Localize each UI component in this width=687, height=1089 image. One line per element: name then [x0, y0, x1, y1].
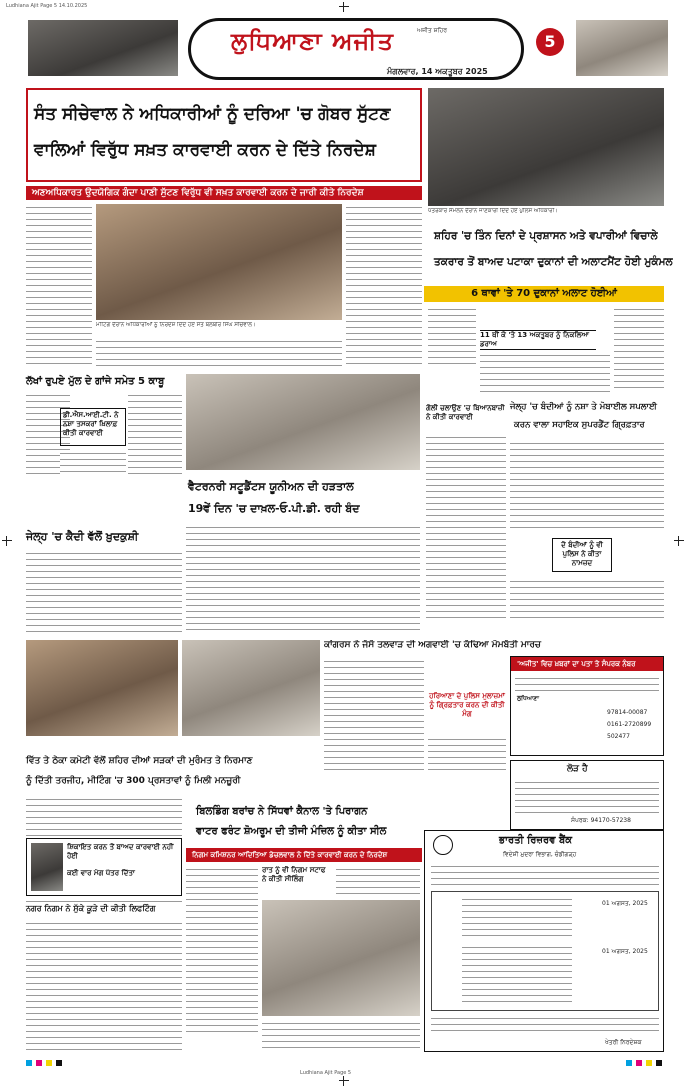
- lead-body-left: [26, 204, 92, 366]
- lead-body-mid: [96, 338, 342, 366]
- page-number: 5: [536, 28, 564, 56]
- masthead-subtitle: ਅਜੀਤ ਸ਼ਹਿਰ: [417, 27, 447, 34]
- building-headline-2: ਵਾਟਰ ਫਰੰਟ ਸ਼ੋਅਰੂਮ ਦੀ ਤੀਜੀ ਮੰਜ਼ਿਲ ਨੂੰ ਕੀਤਾ ਸੀਲ: [196, 826, 387, 837]
- notice-ad: [510, 760, 664, 830]
- ajit-contact-title: 'ਅਜੀਤ' ਵਿਚ ਖ਼ਬਰਾਂ ਦਾ ਪਤਾ ਤੇ ਸੰਪਰਕ ਨੰਬਰ: [511, 657, 663, 671]
- left-box-line-2: ਕਈ ਵਾਰ ਮੰਗ ਪੱਤਰ ਦਿੱਤਾ: [67, 869, 135, 877]
- rbi-signature: ਖੇਤਰੀ ਨਿਰਦੇਸ਼ਕ: [605, 1039, 642, 1046]
- jail-mobile-body-2: [510, 578, 664, 618]
- police-yellow-strap: 6 ਥਾਵਾਂ 'ਤੇ 70 ਦੁਕਾਨਾਂ ਅਲਾਟ ਹੋਈਆਂ: [424, 286, 664, 302]
- bomb-body: [426, 434, 506, 618]
- rbi-body-1: [431, 863, 659, 887]
- rbi-table: [431, 891, 659, 1011]
- building-showroom-photo: [262, 900, 420, 1016]
- left-box: [26, 838, 182, 896]
- police-press-photo: [428, 88, 664, 206]
- haryana-inset: ਹਰਿਆਣਾ ਦੇ ਪੁਲਿਸ ਮੁਲਾਜ਼ਮਾਂ ਨੂੰ ਗ੍ਰਿਫ਼ਤਾਰ ਕਰਨ ਦੀ ਕੀਤੀ ਮੰਗ: [429, 692, 505, 718]
- building-body-1: [186, 866, 258, 1034]
- swatch-magenta-2: [636, 1060, 642, 1066]
- congress-body-1: [324, 658, 424, 770]
- masthead-title: ਲੁਧਿਆਣਾ ਅਜੀਤ: [231, 27, 394, 55]
- jail-mobile-headline-1: ਜੇਲ੍ਹ 'ਚ ਬੰਦੀਆਂ ਨੂੰ ਨਸ਼ਾ ਤੇ ਮੋਬਾਈਲ ਸਪਲਾਈ: [510, 402, 657, 412]
- registration-mark-bottom: [339, 1076, 349, 1086]
- swatch-yellow: [46, 1060, 52, 1066]
- jail-suicide-body: [26, 550, 182, 632]
- swatch-black-2: [656, 1060, 662, 1066]
- masthead-statue-image: [28, 20, 178, 76]
- ajit-contact-box: [510, 656, 664, 756]
- swatch-cyan: [26, 1060, 32, 1066]
- lead-headline-2: ਵਾਲਿਆਂ ਵਿਰੁੱਧ ਸਖ਼ਤ ਕਾਰਵਾਈ ਕਰਨ ਦੇ ਦਿੱਤੇ ਨਿਰਦੇਸ਼: [34, 140, 376, 160]
- building-inset: ਰਾਤ ਨੂੰ ਵੀ ਨਿਗਮ ਸਟਾਫ ਨੇ ਕੀਤੀ ਸੀਲਿੰਗ: [262, 866, 326, 883]
- rbi-body-2: [431, 1015, 659, 1033]
- left-box-portrait: [31, 843, 63, 891]
- masthead-date: ਮੰਗਲਵਾਰ, 14 ਅਕਤੂਬਰ 2025: [387, 67, 488, 76]
- lead-strap: ਅਣਅਧਿਕਾਰਤ ਉਦਯੋਗਿਕ ਗੰਦਾ ਪਾਣੀ ਸੁੱਟਣ ਵਿਰੁੱਧ ਵੀ ਸਖ਼ਤ ਕਾਰਵਾਈ ਕਰਨ ਦੇ ਜਾਰੀ ਕੀਤੇ ਨਿਰਦੇਸ਼: [26, 186, 422, 200]
- lead-headline-box: [26, 88, 422, 182]
- masthead-clocktower-image: [576, 20, 668, 76]
- ajit-contact-text: [515, 675, 659, 691]
- ajit-contact-city: ਲੁਧਿਆਣਾ: [517, 695, 539, 702]
- swatch-cyan-2: [626, 1060, 632, 1066]
- building-body-2: [336, 866, 420, 896]
- drugs-body-3: [60, 450, 126, 474]
- notice-title: ਲੋੜ ਹੈ: [567, 764, 588, 774]
- vet-body: [186, 524, 420, 632]
- finance-headline-1: ਵਿੱਤ ਤੇ ਠੇਕਾ ਕਮੇਟੀ ਵੱਲੋਂ ਸ਼ਹਿਰ ਦੀਆਂ ਸੜਕਾਂ ਦੀ ਮੁਰੰਮਤ ਤੇ ਨਿਰਮਾਣ: [26, 756, 253, 766]
- police-photo-caption: ਪੱਤਰਕਾਰ ਸੰਮੇਲਨ ਦੌਰਾਨ ਜਾਣਕਾਰੀ ਦਿੰਦੇ ਹੋਏ ਪੁਲਿਸ ਅਧਿਕਾਰੀ।: [428, 208, 558, 214]
- notice-text: [515, 779, 659, 813]
- rbi-date-1: 01 ਅਗਸਤ, 2025: [602, 900, 648, 907]
- notice-phone: ਸੰਪਰਕ: 94170-57238: [571, 817, 631, 824]
- drugs-body-2: [128, 392, 182, 474]
- registration-mark-right: [674, 536, 684, 546]
- jail-mobile-headline-2: ਕਰਨ ਵਾਲਾ ਸਹਾਇਕ ਸੁਪਰਡੈਂਟ ਗ੍ਰਿਫ਼ਤਾਰ: [514, 420, 645, 430]
- ajit-contact-phone-1: 97814-00087: [607, 709, 648, 716]
- registration-mark-top: [339, 2, 349, 12]
- bomb-inset: ਗੋਲੀ ਚਲਾਉਣ 'ਚ ਬਿਆਨਬਾਜ਼ੀ ਨੇ ਕੀਤੀ ਕਾਰਵਾਈ: [426, 404, 505, 421]
- color-registration-bar: [26, 1060, 666, 1068]
- vet-headline-1: ਵੈਟਰਨਰੀ ਸਟੂਡੈਂਟਸ ਯੂਨੀਅਨ ਦੀ ਹੜਤਾਲ: [188, 480, 354, 493]
- swatch-yellow-2: [646, 1060, 652, 1066]
- jail-suicide-headline: ਜੇਲ੍ਹ 'ਚ ਕੈਦੀ ਵੱਲੋਂ ਖ਼ੁਦਕੁਸ਼ੀ: [26, 530, 139, 543]
- ajit-contact-phone-3: 502477: [607, 733, 630, 740]
- lead-meeting-photo: [96, 204, 342, 320]
- ajit-contact-phone-2: 0161-2720899: [607, 721, 652, 728]
- jail-mobile-body-1: [510, 440, 664, 528]
- finance-headline-2: ਨੂੰ ਦਿੱਤੀ ਤਰਜੀਹ, ਮੀਟਿੰਗ 'ਚ 300 ਪ੍ਰਸਤਾਵਾਂ ਨੂੰ ਮਿਲੀ ਮਨਜ਼ੂਰੀ: [26, 776, 241, 786]
- bottom-info: Ludhiana Ajit Page 5: [300, 1070, 352, 1076]
- congress-body-2: [428, 736, 506, 770]
- building-headline-1: ਬਿਲਡਿੰਗ ਬਰਾਂਚ ਨੇ ਸਿੱਧਵਾਂ ਕੈਨਾਲ 'ਤੇ ਪਿਰਾਗਨ: [196, 806, 368, 817]
- building-body-3: [262, 1020, 420, 1050]
- police-inset: 11 ਥੀਂ ਕੇ 'ਤੇ 13 ਅਕਤੂਬਰ ਨੂੰ ਨਿਕਲਿਆ ਡਰਾਅ: [480, 330, 596, 350]
- rbi-date-2: 01 ਅਗਸਤ, 2025: [602, 948, 648, 955]
- left-box-line-1: ਸ਼ਿਕਾਇਤ ਕਰਨ ਤੋਂ ਬਾਅਦ ਕਾਰਵਾਈ ਨਹੀਂ ਹੋਈ: [67, 843, 174, 860]
- police-headline-1: ਸ਼ਹਿਰ 'ਚ ਤਿੰਨ ਦਿਨਾਂ ਦੇ ਪ੍ਰਸ਼ਾਸਨ ਅਤੇ ਵਪਾਰੀਆਂ ਵਿਚਾਲੇ: [434, 230, 658, 242]
- drugs-inset: ਡੀ.ਐਸ.ਆਈ.ਟੀ. ਨੇ ਨਸ਼ਾ ਤਸਕਰਾਂ ਖ਼ਿਲਾਫ਼ ਕੀਤੀ ਕਾਰਵਾਈ: [60, 408, 126, 446]
- police-headline-2: ਤਕਰਾਰ ਤੋਂ ਬਾਅਦ ਪਟਾਕਾ ਦੁਕਾਨਾਂ ਦੀ ਅਲਾਟਮੈਂਟ ਹੋਈ ਮੁਕੰਮਲ: [434, 256, 673, 268]
- masthead: [28, 14, 668, 84]
- rbi-name: ਭਾਰਤੀ ਰਿਜ਼ਰਵ ਬੈਂਕ: [499, 835, 573, 846]
- rbi-table-row-2: [462, 944, 572, 1004]
- rbi-table-row-1: [462, 896, 572, 936]
- lead-headline-1: ਸੰਤ ਸੀਚੇਵਾਲ ਨੇ ਅਧਿਕਾਰੀਆਂ ਨੂੰ ਦਰਿਆ 'ਚ ਗੋਬਰ ਸੁੱਟਣ: [34, 104, 391, 124]
- police-body-2: [480, 352, 610, 392]
- lead-photo-caption: ਮੀਟਿੰਗ ਦੌਰਾਨ ਅਧਿਕਾਰੀਆਂ ਨੂੰ ਨਿਰਦੇਸ਼ ਦਿੰਦੇ ਹੋਏ ਸੰਤ ਬਲਬੀਰ ਸਿੰਘ ਸੀਚੇਵਾਲ।: [96, 322, 256, 328]
- drugs-headline: ਲੱਖਾਂ ਰੁਪਏ ਮੁੱਲ ਦੇ ਗਾਂਜੇ ਸਮੇਤ 5 ਕਾਬੂ: [26, 376, 165, 387]
- congress-headline: ਕਾਂਗਰਸ ਨੇ ਜੱਸੋ ਤਲਵਾੜ ਦੀ ਅਗਵਾਈ 'ਚ ਕੱਢਿਆ ਮੋਮਬੱਤੀ ਮਾਰਚ: [324, 640, 541, 650]
- police-body-3: [614, 306, 664, 392]
- vet-strike-photo: [186, 374, 420, 470]
- building-strap: ਨਿਗਮ ਕਮਿਸ਼ਨਰ ਆਦਿਤਿਆ ਡੇਚਲਵਾਲ ਨੇ ਦਿੱਤੇ ਕਾਰਵਾਈ ਕਰਨ ਦੇ ਨਿਰਦੇਸ਼: [186, 848, 422, 862]
- registration-mark-left: [2, 536, 12, 546]
- finance-meeting-photo-2: [182, 640, 320, 736]
- lead-body-right: [346, 204, 422, 366]
- swatch-black: [56, 1060, 62, 1066]
- police-body-1: [428, 306, 476, 368]
- jail-mobile-inset: ਦੋ ਬੰਦੀਆਂ ਨੂੰ ਵੀ ਪੁਲਿਸ ਨੇ ਕੀਤਾ ਨਾਮਜ਼ਦ: [552, 538, 612, 572]
- finance-meeting-photo: [26, 640, 178, 736]
- finance-photo-caption: [26, 738, 320, 746]
- rbi-logo-icon: [433, 835, 453, 855]
- vet-headline-2: 19ਵੇਂ ਦਿਨ 'ਚ ਦਾਖ਼ਲ-ਓ.ਪੀ.ਡੀ. ਰਹੀ ਬੰਦ: [188, 502, 360, 515]
- rbi-ad: [424, 830, 664, 1052]
- left-bottom-body: [26, 920, 182, 1050]
- swatch-magenta: [36, 1060, 42, 1066]
- masthead-logo: [188, 18, 524, 80]
- left-bottom-headline: ਨਗਰ ਨਿਗਮ ਨੇ ਸੁੱਕੇ ਕੂੜੇ ਦੀ ਕੀਤੀ ਲਿਫਟਿੰਗ: [26, 904, 156, 913]
- rbi-sub: ਵਿਦੇਸ਼ੀ ਮੁਦਰਾ ਵਿਭਾਗ, ਚੰਡੀਗੜ੍ਹ: [503, 851, 577, 858]
- file-info: Ludhiana Ajit Page 5 14.10.2025: [6, 3, 88, 9]
